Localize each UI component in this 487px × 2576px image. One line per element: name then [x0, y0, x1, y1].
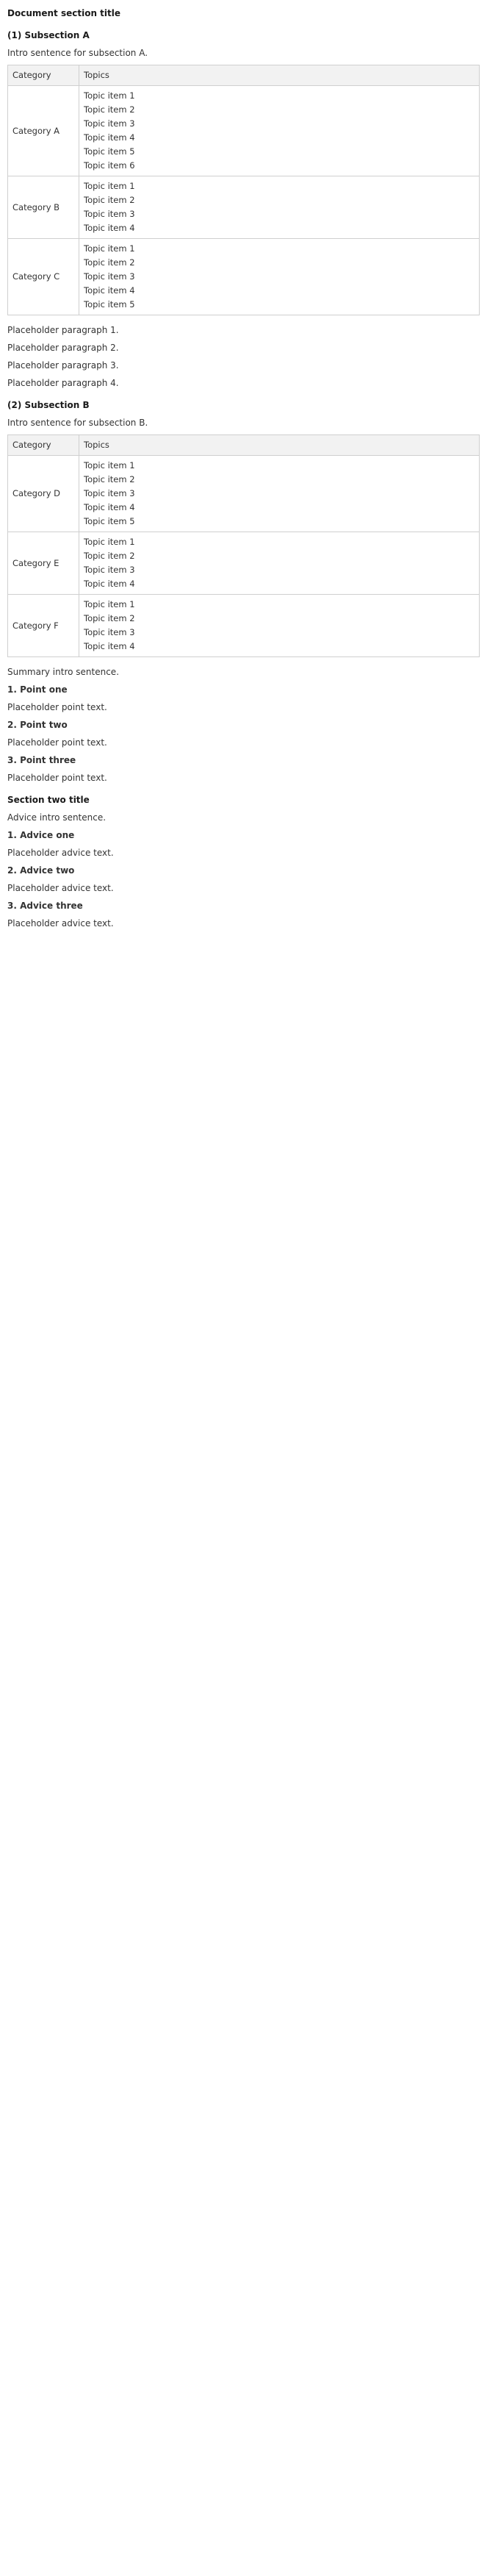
list-item: Topic item 2 [84, 613, 135, 623]
paragraph: Placeholder paragraph 4. [7, 378, 119, 388]
list-item: Topic item 1 [84, 599, 135, 609]
point-title: 3. Advice three [7, 901, 83, 911]
list-item: Topic item 2 [84, 195, 135, 205]
list-item: Topic item 3 [84, 488, 135, 498]
list-item: Topic item 2 [84, 474, 135, 484]
table-cell-category: Category C [8, 239, 79, 315]
paragraph: Placeholder paragraph 1. [7, 325, 119, 335]
list-item: Topic item 4 [84, 223, 135, 233]
exam1-table-body [8, 86, 480, 315]
list-item: Topic item 4 [84, 285, 135, 296]
point-title: 3. Point three [7, 755, 76, 765]
exam1-intro: Intro sentence for subsection A. [7, 48, 148, 58]
exam1-table [7, 65, 480, 315]
point-text: Placeholder advice text. [7, 883, 114, 893]
exam1-heading: (1) Subsection A [7, 30, 90, 40]
table-cell-category: Category B [8, 176, 79, 239]
section-title: Document section title [7, 8, 121, 18]
point-title: 1. Advice one [7, 830, 75, 840]
table-row [8, 532, 480, 595]
table-header-content: Topics [79, 435, 480, 456]
table-header-content: Topics [79, 65, 480, 86]
advice-points [7, 828, 480, 931]
list-item: Topic item 3 [84, 209, 135, 219]
table-cell-items [79, 456, 480, 532]
point-text: Placeholder advice text. [7, 848, 114, 858]
table-cell-items [79, 176, 480, 239]
list-item: Topic item 2 [84, 104, 135, 115]
list-item: Topic item 1 [84, 537, 135, 547]
list-item: Topic item 5 [84, 299, 135, 310]
paragraph: Placeholder paragraph 2. [7, 343, 119, 353]
point-title: 2. Advice two [7, 865, 75, 876]
table-cell-items [79, 86, 480, 176]
table-row [8, 595, 480, 657]
list-item: Topic item 3 [84, 627, 135, 637]
table-header-row [8, 435, 480, 456]
exam2-heading: (2) Subsection B [7, 400, 90, 410]
summary-points [7, 682, 480, 785]
list-item: Topic item 1 [84, 181, 135, 191]
exam2-intro: Intro sentence for subsection B. [7, 418, 148, 428]
exam2-table [7, 434, 480, 657]
advice-intro: Advice intro sentence. [7, 812, 107, 823]
list-item: Topic item 6 [84, 160, 135, 171]
table-row [8, 176, 480, 239]
list-item: Topic item 1 [84, 243, 135, 254]
list-item: Topic item 1 [84, 460, 135, 471]
list-item: Topic item 4 [84, 502, 135, 512]
exam1-analysis [7, 323, 480, 390]
point-text: Placeholder point text. [7, 773, 107, 783]
point-text: Placeholder point text. [7, 737, 107, 748]
table-cell-category: Category E [8, 532, 79, 595]
summary-intro: Summary intro sentence. [7, 667, 120, 677]
article [0, 0, 487, 956]
list-item: Topic item 5 [84, 146, 135, 157]
table-cell-items [79, 595, 480, 657]
table-cell-category: Category D [8, 456, 79, 532]
table-cell-category: Category F [8, 595, 79, 657]
list-item: Topic item 5 [84, 516, 135, 526]
point-text: Placeholder point text. [7, 702, 107, 712]
table-row [8, 86, 480, 176]
list-item: Topic item 2 [84, 551, 135, 561]
table-header-category: Category [8, 65, 79, 86]
table-cell-items [79, 532, 480, 595]
table-header-category: Category [8, 435, 79, 456]
list-item: Topic item 1 [84, 90, 135, 101]
list-item: Topic item 4 [84, 641, 135, 651]
list-item: Topic item 4 [84, 579, 135, 589]
list-item: Topic item 3 [84, 118, 135, 129]
table-row [8, 239, 480, 315]
list-item: Topic item 3 [84, 271, 135, 282]
paragraph: Placeholder paragraph 3. [7, 360, 119, 371]
list-item: Topic item 3 [84, 565, 135, 575]
exam2-table-body [8, 456, 480, 657]
table-header-row [8, 65, 480, 86]
table-cell-category: Category A [8, 86, 79, 176]
list-item: Topic item 2 [84, 257, 135, 268]
advice-heading: Section two title [7, 795, 90, 805]
point-title: 1. Point one [7, 684, 68, 695]
point-text: Placeholder advice text. [7, 918, 114, 929]
table-cell-items [79, 239, 480, 315]
list-item: Topic item 4 [84, 132, 135, 143]
point-title: 2. Point two [7, 720, 68, 730]
table-row [8, 456, 480, 532]
